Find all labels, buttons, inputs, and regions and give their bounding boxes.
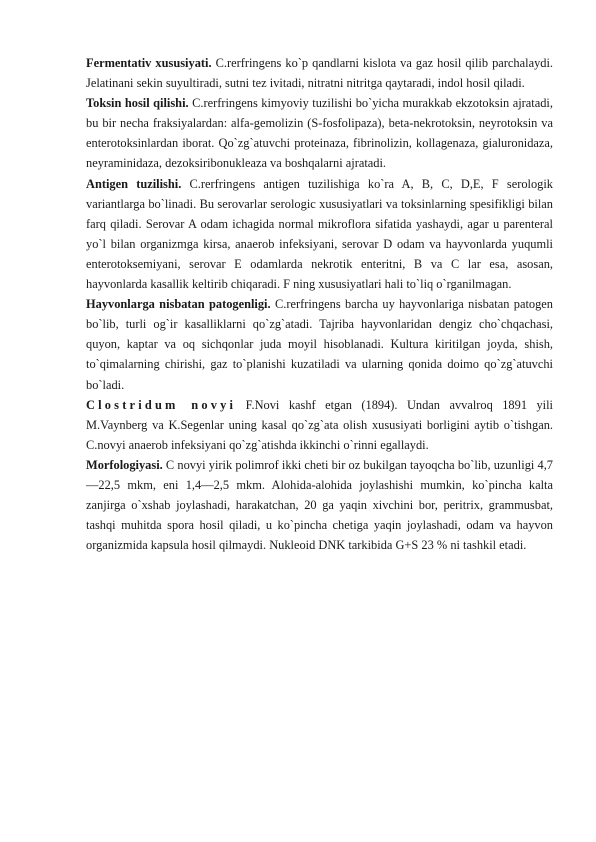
paragraph-heading: Fermentativ xususiyati.: [86, 56, 212, 70]
paragraph-novyi: [86, 395, 553, 455]
paragraph-text: C.rerfringens antigen tuzilishiga ko`ra A, B, C, D,E, F serologik variantlarga bo`linadi. Bu serovarlar serologic xususiyatlari va toksinlarning spesifikligi bilan farq qiladi. Serovar A odam ichagida normal mikroflora sifatida yashaydi, agar u parenteral yo`l bilan organizmga kirsa, anaerob infeksiyani, serovar D odam va hayvonlarda yuqumli enterotoksemiyani, serovar E odamlarda nekrotik enteritni, B va C lar esa, asosan, hayvonlarda kasallik keltirib chiqaradi. F ning xususiyatlari hali to`liq o`rganilmagan.: [86, 176, 553, 292]
paragraph-heading: Hayvonlarga nisbatan patogenligi.: [86, 297, 271, 312]
paragraph-morfologiya: [86, 455, 553, 555]
paragraph-heading: Clostridum novyi: [86, 397, 237, 412]
paragraph-toksin: [86, 93, 553, 173]
paragraph-patogenlik: [86, 294, 553, 394]
paragraph-text: F.Novi kashf etgan (1894). Undan avvalroq 1891 yili M.Vaynberg va K.Segenlar uning kasal qo`zg`ata olish xususiyati borligini aytib o`tishgan. C.novyi anaerob infeksiyani qo`zg`atishda ikkinchi o`rinni egallaydi.: [86, 397, 553, 452]
paragraph-heading: Toksin hosil qilishi.: [86, 96, 189, 111]
paragraph-heading: Morfologiyasi.: [86, 457, 163, 472]
paragraph-text: C.rerfringens barcha uy hayvonlariga nisbatan patogen bo`lib, turli og`ir kasalliklarni qo`zg`atadi. Tajriba hayvonlaridan dengiz cho`chqachasi, quyon, kaptar va oq sichqonlar juda moyil hisoblanadi. Kultura kiritilgan joyda, shish, to`qimalarning chirishi, gaz to`planishi kuzatiladi va ularning qonida doimo qo`zg`atuvchi bo`ladi.: [86, 297, 554, 392]
paragraph-fermentativ: [86, 53, 553, 93]
paragraph-text: C novyi yirik polimrof ikki cheti bir oz bukilgan tayoqcha bo`lib, uzunligi 4,7—22,5 mkm, eni 1,4—2,5 mkm. Alohida-alohida joylashishi mumkin, ko`pincha kalta zanjirga o`xshab joylashadi, harakatchan, 20 ga yaqin xivchini bor, peritrix, grammusbat, tashqi muhitda spora hosil qiladi, u ko`pincha chetiga yaqin joylashadi, odam va hayvon organizmida kapsula hosil qilmaydi. Nukleoid DNK tarkibida G+S 23 % ni tashkil etadi.: [86, 457, 553, 553]
paragraph-text: C.rerfringens ko`p qandlarni kislota va gaz hosil qilib parchalaydi. Jelatinani sekin suyultiradi, sutni tez ivitadi, nitratni nitritga qaytaradi, indol hosil qiladi.: [86, 56, 553, 91]
paragraph-antigen: [86, 174, 553, 295]
document-body: [86, 53, 553, 555]
paragraph-text: C.rerfringens kimyoviy tuzilishi bo`yicha murakkab ekzotoksin ajratadi, bu bir necha fraksiyalardan: alfa-gemolizin (S-fosfolipaza), beta-nekrotoksin, neyrotoksin va enterotoksinlardan iborat. Qo`zg`atuvchi proteinaza, fibrinolizin, kollagenaza, gialuronidaza, neyraminidaza, dezoksiribonukleaza va boshqalarni ajratadi.: [86, 96, 553, 171]
paragraph-heading: Antigen tuzilishi.: [86, 176, 182, 191]
